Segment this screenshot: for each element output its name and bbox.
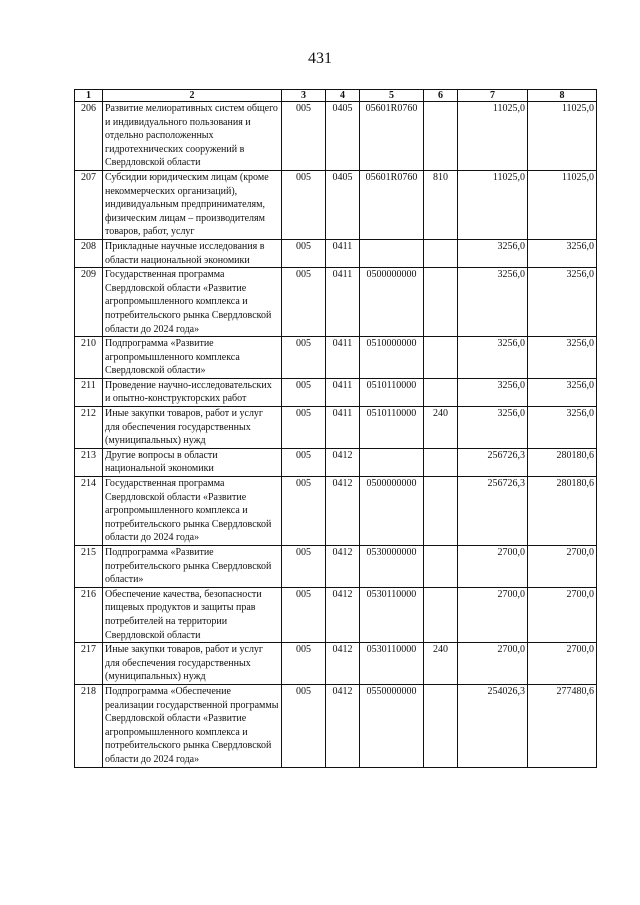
- ministry-code-cell: 005: [282, 477, 326, 546]
- row-number-cell: 212: [75, 407, 103, 449]
- ministry-code-cell: 005: [282, 407, 326, 449]
- table-row: [75, 239, 597, 267]
- target-article-cell: 05601R0760: [360, 170, 424, 239]
- target-article-cell: 0510110000: [360, 378, 424, 406]
- expense-type-cell: [424, 477, 458, 546]
- section-code-cell: 0411: [326, 337, 360, 379]
- section-code-cell: 0411: [326, 378, 360, 406]
- ministry-code-cell: 005: [282, 337, 326, 379]
- target-article-cell: 0510000000: [360, 337, 424, 379]
- amount-cell: 2700,0: [458, 643, 528, 685]
- header-row: [75, 90, 597, 102]
- amount-cell: 3256,0: [528, 378, 597, 406]
- ministry-code-cell: 005: [282, 268, 326, 337]
- item-name-cell: Проведение научно-исследовательских и опытно-конструкторских работ: [103, 378, 282, 406]
- amount-cell: 2700,0: [528, 643, 597, 685]
- table-row: [75, 268, 597, 337]
- table-row: [75, 477, 597, 546]
- amount-cell: 2700,0: [458, 587, 528, 642]
- amount-cell: 3256,0: [458, 268, 528, 337]
- expense-type-cell: 240: [424, 643, 458, 685]
- target-article-cell: [360, 448, 424, 476]
- amount-cell: 11025,0: [458, 170, 528, 239]
- target-article-cell: 0500000000: [360, 477, 424, 546]
- target-article-cell: 0500000000: [360, 268, 424, 337]
- section-code-cell: 0412: [326, 587, 360, 642]
- section-code-cell: 0411: [326, 268, 360, 337]
- column-header: 6: [424, 90, 458, 102]
- ministry-code-cell: 005: [282, 643, 326, 685]
- column-header: 3: [282, 90, 326, 102]
- item-name-cell: Подпрограмма «Обеспечение реализации государственной программы Свердловской области «Развитие агропромышленного комплекса и потребительского рынка Свердловской области до 2024 года»: [103, 684, 282, 767]
- ministry-code-cell: 005: [282, 378, 326, 406]
- section-code-cell: 0412: [326, 643, 360, 685]
- section-code-cell: 0412: [326, 546, 360, 588]
- section-code-cell: 0411: [326, 239, 360, 267]
- amount-cell: 254026,3: [458, 684, 528, 767]
- expense-type-cell: [424, 337, 458, 379]
- section-code-cell: 0411: [326, 407, 360, 449]
- row-number-cell: 217: [75, 643, 103, 685]
- ministry-code-cell: 005: [282, 102, 326, 171]
- amount-cell: 2700,0: [528, 546, 597, 588]
- page-number: 431: [308, 50, 332, 67]
- section-code-cell: 0412: [326, 448, 360, 476]
- amount-cell: 277480,6: [528, 684, 597, 767]
- target-article-cell: 0510110000: [360, 407, 424, 449]
- expense-type-cell: [424, 587, 458, 642]
- target-article-cell: 0550000000: [360, 684, 424, 767]
- section-code-cell: 0412: [326, 477, 360, 546]
- table-body: [75, 102, 597, 768]
- row-number-cell: 210: [75, 337, 103, 379]
- amount-cell: 3256,0: [458, 337, 528, 379]
- table-row: [75, 337, 597, 379]
- amount-cell: 3256,0: [528, 268, 597, 337]
- amount-cell: 3256,0: [528, 239, 597, 267]
- section-code-cell: 0412: [326, 684, 360, 767]
- row-number-cell: 208: [75, 239, 103, 267]
- expense-type-cell: [424, 684, 458, 767]
- amount-cell: 3256,0: [458, 407, 528, 449]
- expense-type-cell: 240: [424, 407, 458, 449]
- amount-cell: 2700,0: [528, 587, 597, 642]
- expense-type-cell: [424, 268, 458, 337]
- amount-cell: 256726,3: [458, 477, 528, 546]
- section-code-cell: 0405: [326, 102, 360, 171]
- amount-cell: 280180,6: [528, 477, 597, 546]
- amount-cell: 3256,0: [528, 337, 597, 379]
- ministry-code-cell: 005: [282, 448, 326, 476]
- amount-cell: 11025,0: [458, 102, 528, 171]
- column-header: 5: [360, 90, 424, 102]
- amount-cell: 3256,0: [458, 378, 528, 406]
- table-row: [75, 546, 597, 588]
- expense-type-cell: [424, 239, 458, 267]
- item-name-cell: Субсидии юридическим лицам (кроме некоммерческих организаций), индивидуальным предпринимателям, физическим лицам – производителям товаров, работ, услуг: [103, 170, 282, 239]
- expense-type-cell: [424, 102, 458, 171]
- row-number-cell: 209: [75, 268, 103, 337]
- amount-cell: 11025,0: [528, 102, 597, 171]
- row-number-cell: 215: [75, 546, 103, 588]
- item-name-cell: Обеспечение качества, безопасности пищевых продуктов и защиты прав потребителей на территории Свердловской области: [103, 587, 282, 642]
- item-name-cell: Развитие мелиоративных систем общего и индивидуального пользования и отдельно расположенных гидротехнических сооружений в Свердловской области: [103, 102, 282, 171]
- table-row: [75, 684, 597, 767]
- table-row: [75, 448, 597, 476]
- ministry-code-cell: 005: [282, 587, 326, 642]
- column-header: 2: [103, 90, 282, 102]
- table-row: [75, 170, 597, 239]
- item-name-cell: Другие вопросы в области национальной экономики: [103, 448, 282, 476]
- item-name-cell: Подпрограмма «Развитие агропромышленного комплекса Свердловской области»: [103, 337, 282, 379]
- column-header: 8: [528, 90, 597, 102]
- item-name-cell: Прикладные научные исследования в области национальной экономики: [103, 239, 282, 267]
- target-article-cell: [360, 239, 424, 267]
- item-name-cell: Иные закупки товаров, работ и услуг для обеспечения государственных (муниципальных) нужд: [103, 643, 282, 685]
- amount-cell: 11025,0: [528, 170, 597, 239]
- table-row: [75, 378, 597, 406]
- section-code-cell: 0405: [326, 170, 360, 239]
- column-header: 1: [75, 90, 103, 102]
- row-number-cell: 211: [75, 378, 103, 406]
- budget-table: [74, 89, 597, 768]
- expense-type-cell: [424, 546, 458, 588]
- ministry-code-cell: 005: [282, 546, 326, 588]
- row-number-cell: 214: [75, 477, 103, 546]
- row-number-cell: 207: [75, 170, 103, 239]
- ministry-code-cell: 005: [282, 684, 326, 767]
- table-row: [75, 643, 597, 685]
- table-row: [75, 102, 597, 171]
- expense-type-cell: [424, 448, 458, 476]
- item-name-cell: Государственная программа Свердловской области «Развитие агропромышленного комплекса и потребительского рынка Свердловской области до 2024 года»: [103, 268, 282, 337]
- ministry-code-cell: 005: [282, 170, 326, 239]
- amount-cell: 3256,0: [528, 407, 597, 449]
- target-article-cell: 05601R0760: [360, 102, 424, 171]
- expense-type-cell: 810: [424, 170, 458, 239]
- row-number-cell: 216: [75, 587, 103, 642]
- item-name-cell: Подпрограмма «Развитие потребительского рынка Свердловской области»: [103, 546, 282, 588]
- item-name-cell: Государственная программа Свердловской области «Развитие агропромышленного комплекса и потребительского рынка Свердловской области до 2024 года»: [103, 477, 282, 546]
- target-article-cell: 0530110000: [360, 643, 424, 685]
- table-row: [75, 407, 597, 449]
- row-number-cell: 213: [75, 448, 103, 476]
- amount-cell: 256726,3: [458, 448, 528, 476]
- target-article-cell: 0530000000: [360, 546, 424, 588]
- expense-type-cell: [424, 378, 458, 406]
- ministry-code-cell: 005: [282, 239, 326, 267]
- target-article-cell: 0530110000: [360, 587, 424, 642]
- row-number-cell: 218: [75, 684, 103, 767]
- row-number-cell: 206: [75, 102, 103, 171]
- amount-cell: 3256,0: [458, 239, 528, 267]
- item-name-cell: Иные закупки товаров, работ и услуг для обеспечения государственных (муниципальных) нужд: [103, 407, 282, 449]
- table-row: [75, 587, 597, 642]
- amount-cell: 2700,0: [458, 546, 528, 588]
- column-header: 7: [458, 90, 528, 102]
- column-header: 4: [326, 90, 360, 102]
- amount-cell: 280180,6: [528, 448, 597, 476]
